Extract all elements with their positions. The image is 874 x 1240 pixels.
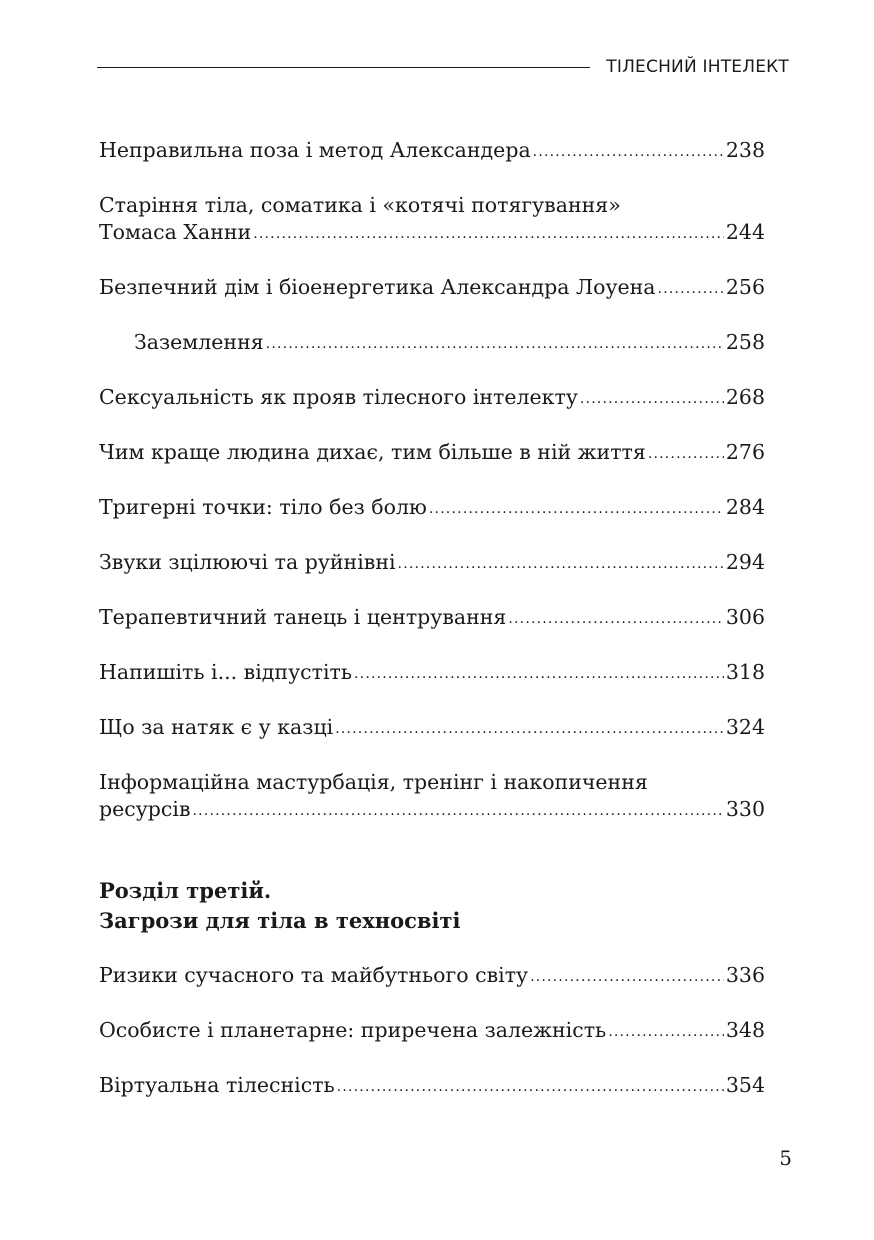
- toc-entry[interactable]: [99, 274, 765, 304]
- section-heading-line2: Загрози для тіла в техносвіті: [99, 908, 461, 933]
- toc-entry[interactable]: [99, 549, 765, 579]
- header-rule: [97, 67, 590, 68]
- toc-entry[interactable]: [99, 1072, 765, 1102]
- toc-entry-page: 354: [725, 1073, 765, 1097]
- dot-leader: [648, 441, 724, 468]
- section-heading-line1: Розділ третій.: [99, 878, 272, 903]
- toc-entry[interactable]: [99, 494, 765, 524]
- toc-entry[interactable]: [99, 714, 765, 744]
- toc-entry-page: 244: [725, 220, 765, 244]
- toc-entry-title: Особисте і планетарне: приречена залежність: [99, 1018, 607, 1042]
- toc-entry-page: 330: [725, 797, 765, 821]
- dot-leader: [398, 551, 724, 578]
- toc-entry-title: Томаса Ханни: [99, 220, 252, 244]
- toc-entry[interactable]: [99, 769, 765, 826]
- toc-entry-page: 348: [725, 1018, 765, 1042]
- toc-entry-title-line1: Старіння тіла, соматика і «котячі потягування»: [99, 193, 621, 217]
- dot-leader: [533, 139, 724, 166]
- toc-entry-page: 324: [725, 715, 765, 739]
- toc-entry[interactable]: [99, 439, 765, 469]
- toc-entry-page: 284: [725, 495, 765, 519]
- toc-entry-page: 318: [725, 660, 765, 684]
- toc-entry-title: Звуки зцілюючі та руйнівні: [99, 550, 396, 574]
- dot-leader: [354, 661, 724, 688]
- toc-entry-page: 256: [725, 275, 765, 299]
- dot-leader: [337, 1074, 724, 1101]
- dot-leader: [580, 386, 724, 413]
- toc-entry[interactable]: [99, 962, 765, 992]
- dot-leader: [508, 606, 723, 633]
- toc-entry-title: Тригерні точки: тіло без болю: [99, 495, 427, 519]
- toc-entry-title: ресурсів: [99, 797, 191, 821]
- toc-entry-page: 306: [725, 605, 765, 629]
- dot-leader: [429, 496, 724, 523]
- dot-leader: [530, 964, 724, 991]
- dot-leader: [658, 276, 724, 303]
- toc-entry-page: 258: [725, 330, 765, 354]
- toc-entry-page: 276: [725, 440, 765, 464]
- dot-leader: [266, 331, 724, 358]
- toc-entry-title: Терапевтичний танець і центрування: [99, 605, 507, 629]
- toc-entry-title: Що за натяк є у казці: [99, 715, 334, 739]
- toc-entry-title: Заземлення: [134, 330, 264, 354]
- toc-entry-title: Віртуальна тілесність: [99, 1073, 335, 1097]
- toc-subentry[interactable]: [134, 329, 765, 359]
- toc-entry-title: Сексуальність як прояв тілесного інтелекту: [99, 385, 578, 409]
- toc-entry-title: Безпечний дім і біоенергетика Александра Лоуена: [99, 275, 656, 299]
- toc-entry-page: 294: [725, 550, 765, 574]
- dot-leader: [193, 798, 724, 825]
- toc-entry[interactable]: [99, 604, 765, 634]
- toc-entry[interactable]: [99, 192, 765, 249]
- page-number: 5: [779, 1146, 792, 1170]
- toc-entry-title-line1: Інформаційна мастурбація, тренінг і накопичення: [99, 770, 648, 794]
- toc-entry[interactable]: [99, 1017, 765, 1047]
- toc-entry-page: 268: [725, 385, 765, 409]
- toc-entry-title: Ризики сучасного та майбутнього світу: [99, 963, 529, 987]
- dot-leader: [253, 221, 724, 248]
- running-header: [97, 55, 789, 79]
- toc-entry-page: 238: [725, 138, 765, 162]
- section-heading: [99, 876, 460, 936]
- toc-entry[interactable]: [99, 137, 765, 167]
- toc-entry[interactable]: [99, 659, 765, 689]
- dot-leader: [608, 1019, 724, 1046]
- toc-entry-title: Напишіть і... відпустіть: [99, 660, 353, 684]
- toc-entry-title: Чим краще людина дихає, тим більше в ній життя: [99, 440, 646, 464]
- running-header-title: ТІЛЕСНИЙ ІНТЕЛЕКТ: [606, 57, 789, 77]
- toc-entry-page: 336: [725, 963, 765, 987]
- dot-leader: [335, 716, 724, 743]
- toc-entry[interactable]: [99, 384, 765, 414]
- toc-entry-title: Неправильна поза і метод Александера: [99, 138, 531, 162]
